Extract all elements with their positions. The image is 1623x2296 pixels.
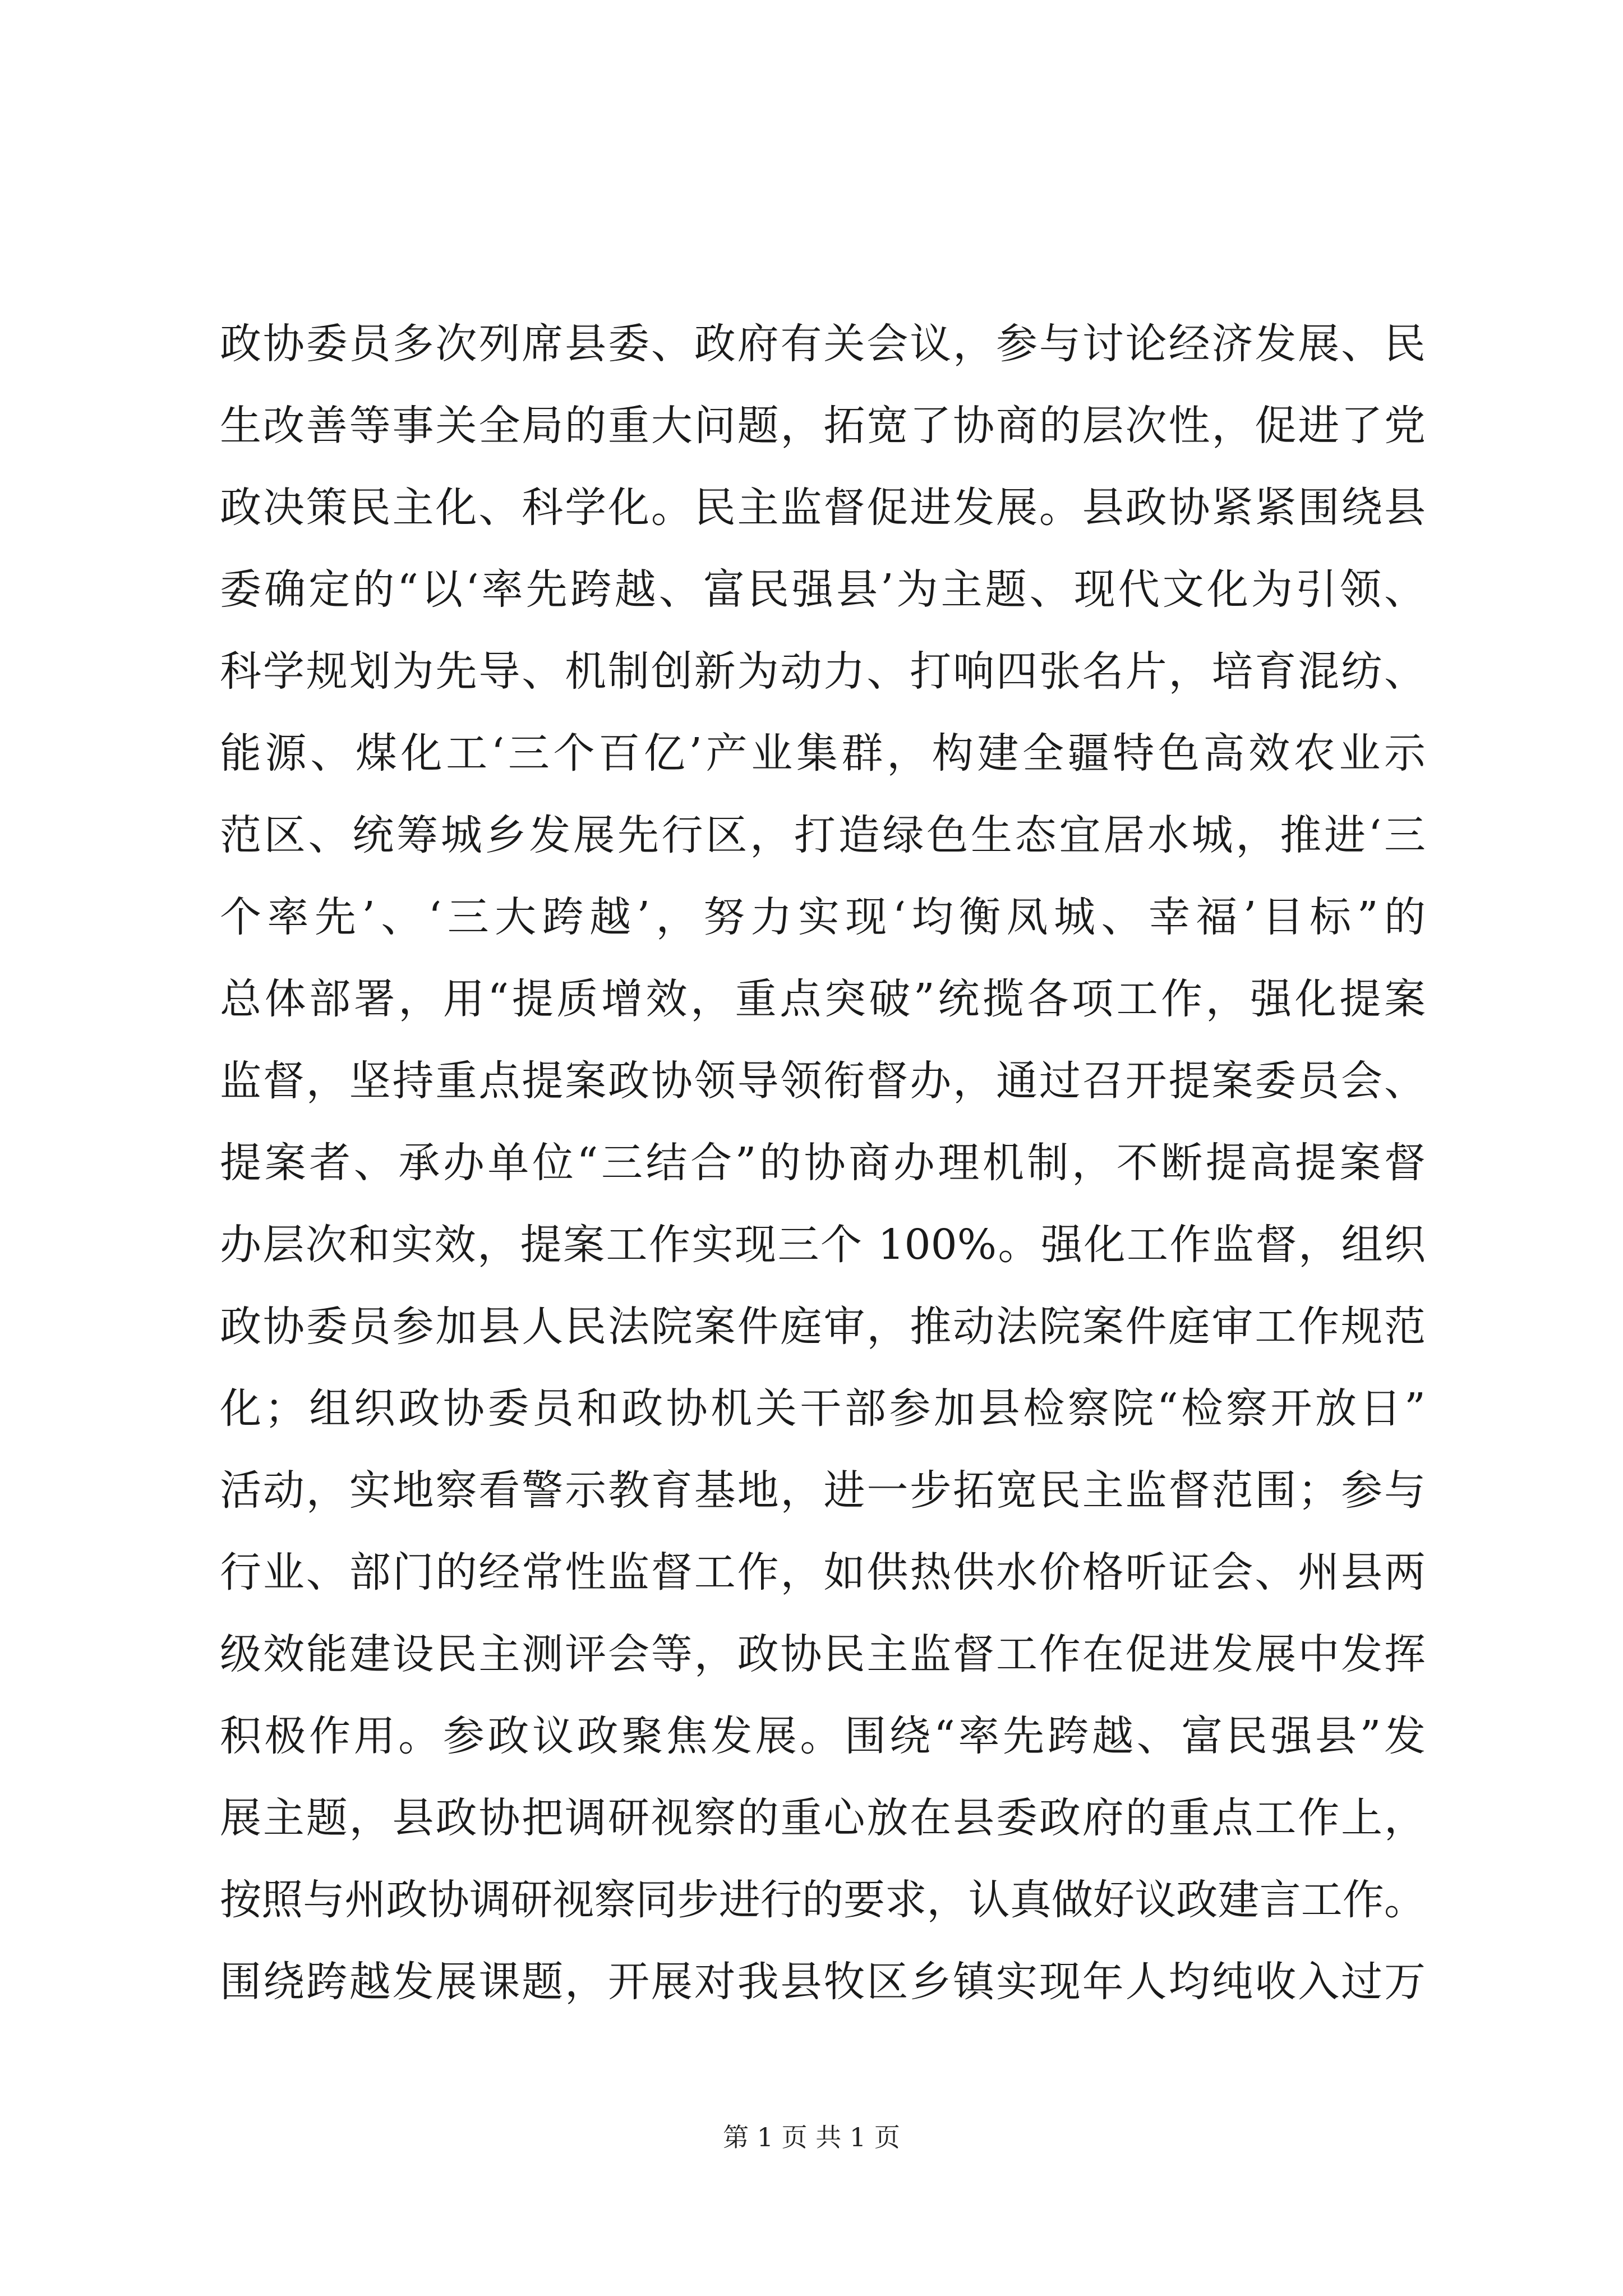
text-line: 监督，坚持重点提案政协领导领衔督办，通过召开提案委员会、 [220,1057,1426,1105]
text-line: 活动，实地察看警示教育基地，进一步拓宽民主监督范围；参与 [220,1466,1426,1515]
text-line: 行业、部门的经常性监督工作，如供热供水价格听证会、州县两 [220,1548,1426,1596]
text-line: 个率先’、‘三大跨越’，努力实现‘均衡凤城、幸福’目标”的 [220,893,1426,941]
text-line: 总体部署，用“提质增效，重点突破”统揽各项工作，强化提案 [220,975,1426,1023]
text-line: 围绕跨越发展课题，开展对我县牧区乡镇实现年人均纯收入过万 [220,1958,1426,2006]
text-line: 办层次和实效，提案工作实现三个 100%。强化工作监督，组织 [220,1221,1426,1269]
page-footer [0,2120,1623,2154]
text-line: 委确定的“以‘率先跨越、富民强县’为主题、现代文化为引领、 [220,565,1426,614]
text-line: 化；组织政协委员和政协机关干部参加县检察院“检察开放日” [220,1384,1426,1433]
text-line: 能源、煤化工‘三个百亿’产业集群，构建全疆特色高效农业示 [220,729,1426,777]
text-line: 生改善等事关全局的重大问题，拓宽了协商的层次性，促进了党 [220,402,1426,450]
text-line: 范区、统筹城乡发展先行区，打造绿色生态宜居水城，推进‘三 [220,811,1426,859]
text-line: 科学规划为先导、机制创新为动力、打响四张名片，培育混纺、 [220,647,1426,696]
text-line: 政决策民主化、科学化。民主监督促进发展。县政协紧紧围绕县 [220,484,1426,532]
text-line: 政协委员多次列席县委、政府有关会议，参与讨论经济发展、民 [220,320,1426,368]
text-line: 提案者、承办单位“三结合”的协商办理机制，不断提高提案督 [220,1139,1426,1187]
body-text [220,303,1426,2023]
text-line: 按照与州政协调研视察同步进行的要求，认真做好议政建言工作。 [220,1876,1426,1924]
text-line: 展主题，县政协把调研视察的重心放在县委政府的重点工作上， [220,1794,1426,1842]
page-number-label: 第 1 页 共 1 页 [723,2122,900,2152]
text-line: 政协委员参加县人民法院案件庭审，推动法院案件庭审工作规范 [220,1303,1426,1351]
text-line: 级效能建设民主测评会等，政协民主监督工作在促进发展中发挥 [220,1630,1426,1678]
text-line: 积极作用。参政议政聚焦发展。围绕“率先跨越、富民强县”发 [220,1712,1426,1760]
